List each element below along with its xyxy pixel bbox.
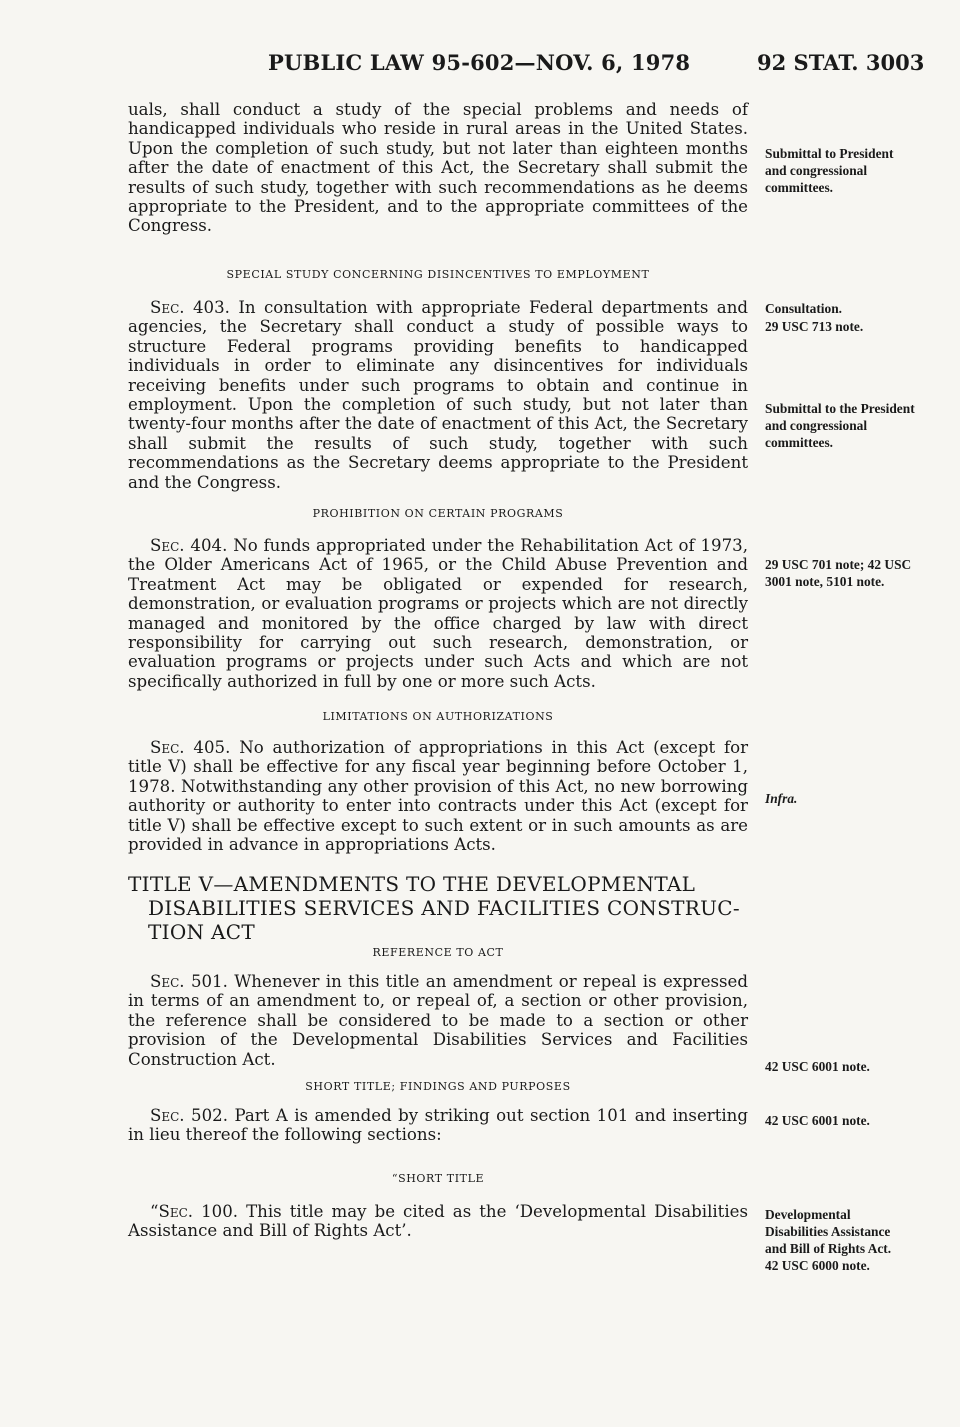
section-label: Sec. 405. [150,738,231,757]
title-v-line-2: DISABILITIES SERVICES AND FACILITIES CONSTRUC- [148,896,740,920]
page-header-stat: 92 STAT. 3003 [757,50,925,75]
section-heading-100: “SHORT TITLE [391,1172,485,1185]
section-heading-405: LIMITATIONS ON AUTHORIZATIONS [322,710,554,723]
paragraph-text: uals, shall conduct a study of the special problems and needs of handicapped individuals who reside in rural areas in the United States. Upon the completion of such study, but not later than eighteen months after the date of enactment of this Act, the Secretary shall submit the results of such study, together with such recommendations as he deems appropriate to the President, and to the appropriate committees of the Congress. [128,100,748,236]
section-text: No funds appropriated under the Rehabilitation Act of 1973, the Older Americans Act of 1965, or the Child Abuse Prevention and Treatment Act may be obligated or expended for research, demonstration, or evaluation programs or projects which are not directly managed and monitored by the office charged by law with direct responsibility for carrying out such research, demonstration, or evaluation programs or projects under such Acts and which are not specifically authorized in full by one or more such Acts. [128,536,748,691]
section-text: This title may be cited as the ‘Developmental Disabilities Assistance and Bill of Rights Act’. [128,1202,748,1241]
section-501 [128,972,748,1069]
margin-note-infra: Infra. [765,791,798,806]
section-label: “Sec. 100. [150,1202,239,1221]
page-header-title: PUBLIC LAW 95-602—NOV. 6, 1978 [268,50,691,75]
section-502 [128,1106,748,1145]
section-text: In consultation with appropriate Federal departments and agencies, the Secretary shall conduct a study of possible ways to structure Federal programs providing benefits to handicapped individuals in order to eliminate any disincentives for individuals receiving benefits under such programs to obtain and continue in employment. Upon the completion of such study, but not later than twenty-four months after the date of enactment of this Act, the Secretary shall submit the results of such study, together with such recommendations as the Secretary deems appropriate to the President and the Congress. [128,298,748,492]
title-v-line-3: TION ACT [148,920,255,944]
section-label: Sec. 404. [150,536,228,555]
section-heading-501: REFERENCE TO ACT [372,946,504,959]
paragraph-continuation [128,100,748,236]
margin-note-citation-6001-b: 42 USC 6001 note. [765,1113,870,1128]
title-v-heading [128,872,753,944]
margin-note-submittal-president: Submittal to the President and congressional committees. [765,401,915,450]
margin-note-consultation: Consultation. [765,301,843,316]
section-label: Sec. 501. [150,972,228,991]
section-label: Sec. 403. [150,298,230,317]
section-100 [128,1202,748,1241]
section-heading-403: SPECIAL STUDY CONCERNING DISINCENTIVES TO EMPLOYMENT [226,268,650,281]
section-text: Part A is amended by striking out section 101 and inserting in lieu thereof the following sections: [128,1106,748,1145]
margin-note-short-title: Developmental Disabilities Assistance and Bill of Rights Act. 42 USC 6000 note. [765,1207,892,1273]
section-text: No authorization of appropriations in this Act (except for title V) shall be effective for any fiscal year beginning before October 1, 1978. Notwithstanding any other provision of this Act, no new borrowing authority or authority to enter into contracts under this Act (except for title V) shall be effective except to such extent or in such amounts as are provided in advance in appropriations Acts. [128,738,749,855]
section-label: Sec. 502. [150,1106,228,1125]
margin-note-citation-701: 29 USC 701 note; 42 USC 3001 note, 5101 note. [765,557,912,589]
section-heading-404: PROHIBITION ON CERTAIN PROGRAMS [312,507,564,520]
margin-note-citation-713: 29 USC 713 note. [765,319,864,334]
section-403 [128,298,748,492]
section-text: Whenever in this title an amendment or repeal is expressed in terms of an amendment to, or repeal of, a section or other provision, the reference shall be considered to be made to a section or other provision of the Developmental Disabilities Services and Facilities Construction Act. [128,972,748,1069]
margin-note-submittal: Submittal to President and congressional committees. [765,146,894,195]
title-v-line-1: TITLE V—AMENDMENTS TO THE DEVELOPMENTAL [128,872,696,896]
section-405 [128,738,748,854]
section-404 [128,536,748,691]
margin-note-citation-6001-a: 42 USC 6001 note. [765,1059,870,1074]
section-heading-502: SHORT TITLE; FINDINGS AND PURPOSES [305,1080,571,1093]
